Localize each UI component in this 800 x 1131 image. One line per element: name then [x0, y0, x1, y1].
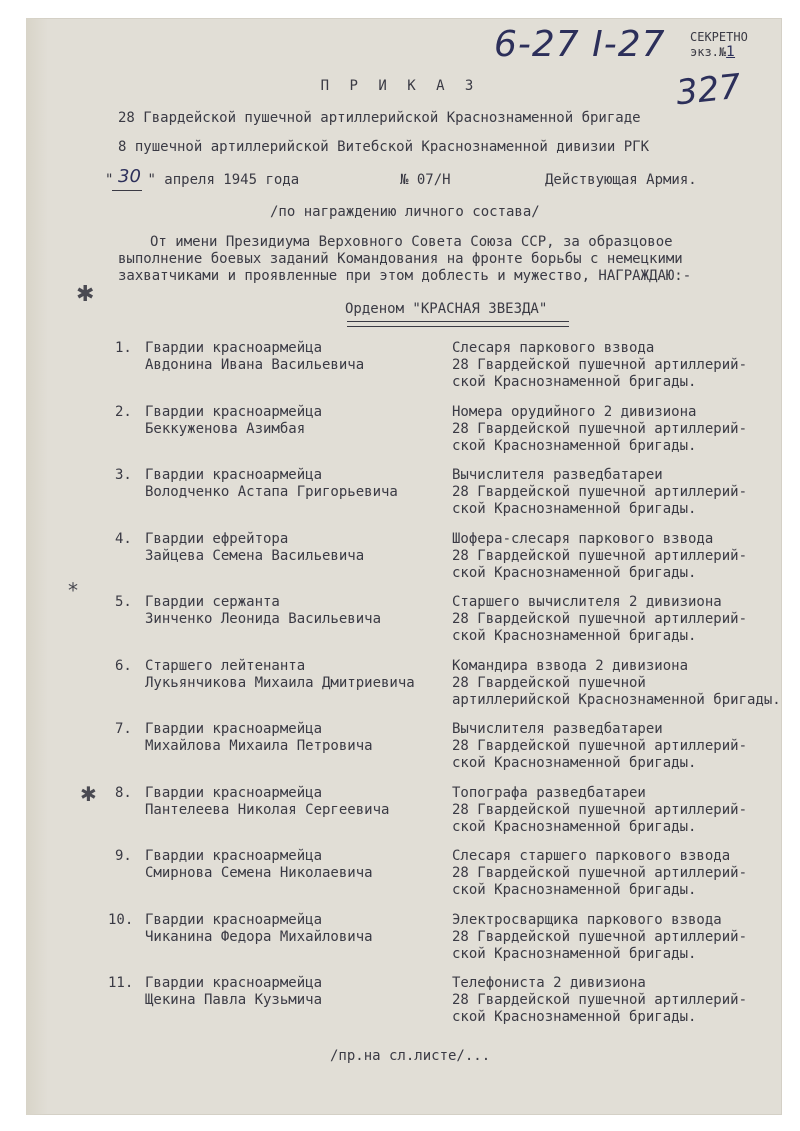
handwritten-day: 30 — [118, 166, 141, 187]
order-name: Орденом "КРАСНАЯ ЗВЕЗДА" — [345, 301, 548, 317]
entry-number: 5. — [115, 594, 132, 610]
entry-rank: Гвардии красноармейца — [145, 785, 323, 801]
entry-name: Щекина Павла Кузьмича — [145, 992, 323, 1008]
entry-position-line: артиллерийской Краснознаменной бригады. — [452, 692, 781, 708]
entry-position-line: ской Краснознаменной бригады. — [452, 882, 697, 898]
entry-position-line: Слесаря старшего паркового взвода — [452, 848, 731, 864]
entry-position-line: 28 Гвардейской пушечной артиллерий- — [452, 484, 748, 500]
entry-name: Чиканина Федора Михайловича — [145, 929, 373, 945]
entry-rank: Гвардии красноармейца — [145, 467, 323, 483]
entry-name: Володченко Астапа Григорьевича — [145, 484, 398, 500]
entry-number: 6. — [115, 658, 132, 674]
entry-rank: Гвардии ефрейтора — [145, 531, 289, 547]
secret-label: СЕКРЕТНО — [690, 30, 748, 44]
entry-number: 10. — [108, 912, 134, 928]
entry-position-line: ской Краснознаменной бригады. — [452, 1009, 697, 1025]
entry-name: Авдонина Ивана Васильевича — [145, 357, 365, 373]
entry-position-line: ской Краснознаменной бригады. — [452, 755, 697, 771]
entry-position-line: ской Краснознаменной бригады. — [452, 628, 697, 644]
header-line-1: 28 Гвардейской пушечной артиллерийской Краснознаменной бригаде — [118, 110, 641, 126]
date-quote-open: " — [105, 172, 114, 188]
entry-position-line: ской Краснознаменной бригады. — [452, 819, 697, 835]
entry-position-line: Старшего вычислителя 2 дивизиона — [452, 594, 722, 610]
entry-position-line: 28 Гвардейской пушечной — [452, 675, 646, 691]
entry-position-line: 28 Гвардейской пушечной артиллерий- — [452, 865, 748, 881]
entry-name: Смирнова Семена Николаевича — [145, 865, 373, 881]
entry-name: Пантелеева Николая Сергеевича — [145, 802, 390, 818]
handwritten-number: 327 — [674, 66, 743, 114]
entry-number: 7. — [115, 721, 132, 737]
intro-line-1: От имени Президиума Верховного Совета Союза ССР, за образцовое — [150, 234, 673, 250]
entry-position-line: ской Краснознаменной бригады. — [452, 946, 697, 962]
intro-line-3: захватчиками и проявленные при этом доблесть и мужество, НАГРАЖДАЮ:- — [118, 268, 692, 284]
order-title: П Р И К А З — [320, 78, 480, 94]
footer-note: /пр.на сл.листе/... — [330, 1048, 491, 1064]
entry-number: 11. — [108, 975, 134, 991]
entry-position-line: 28 Гвардейской пушечной артиллерий- — [452, 738, 748, 754]
ink-blot: ✱ — [80, 782, 97, 806]
entry-position-line: Слесаря паркового взвода — [452, 340, 655, 356]
entry-position-line: ской Краснознаменной бригады. — [452, 374, 697, 390]
order-number: № 07/Н — [400, 172, 451, 188]
date-text: " апреля 1945 года — [147, 172, 300, 188]
entry-number: 2. — [115, 404, 132, 420]
entry-number: 1. — [115, 340, 132, 356]
entry-rank: Гвардии красноармейца — [145, 404, 323, 420]
entry-position-line: Командира взвода 2 дивизиона — [452, 658, 689, 674]
entry-rank: Гвардии красноармейца — [145, 975, 323, 991]
entry-position-line: Вычислителя разведбатареи — [452, 721, 663, 737]
entry-position-line: Номера орудийного 2 дивизиона — [452, 404, 697, 420]
ink-blot: ⁎ — [68, 572, 78, 596]
intro-line-2: выполнение боевых заданий Командования на фронте борьбы с немецкими — [118, 251, 683, 267]
entry-number: 3. — [115, 467, 132, 483]
entry-position-line: 28 Гвардейской пушечной артиллерий- — [452, 929, 748, 945]
entry-rank: Старшего лейтенанта — [145, 658, 306, 674]
entry-position-line: Топографа разведбатареи — [452, 785, 646, 801]
entry-name: Зайцева Семена Васильевича — [145, 548, 365, 564]
entry-name: Михайлова Михаила Петровича — [145, 738, 373, 754]
entry-rank: Гвардии красноармейца — [145, 848, 323, 864]
entry-position-line: 28 Гвардейской пушечной артиллерий- — [452, 548, 748, 564]
entry-rank: Гвардии красноармейца — [145, 721, 323, 737]
entry-number: 8. — [115, 785, 132, 801]
entry-position-line: 28 Гвардейской пушечной артиллерий- — [452, 992, 748, 1008]
entry-name: Зинченко Леонида Васильевича — [145, 611, 382, 627]
entry-position-line: ской Краснознаменной бригады. — [452, 438, 697, 454]
entry-rank: Гвардии сержанта — [145, 594, 280, 610]
entry-number: 9. — [115, 848, 132, 864]
entry-position-line: Телефониста 2 дивизиона — [452, 975, 646, 991]
entry-position-line: ской Краснознаменной бригады. — [452, 565, 697, 581]
entry-position-line: 28 Гвардейской пушечной артиллерий- — [452, 357, 748, 373]
entry-name: Беккуженова Азимбая — [145, 421, 306, 437]
entry-position-line: 28 Гвардейской пушечной артиллерий- — [452, 611, 748, 627]
entry-name: Лукьянчикова Михаила Дмитриевича — [145, 675, 415, 691]
entry-position-line: ской Краснознаменной бригады. — [452, 501, 697, 517]
order-subject: /по награждению личного состава/ — [270, 204, 540, 220]
header-line-2: 8 пушечной артиллерийской Витебской Краснознаменной дивизии РГК — [118, 139, 650, 155]
handwritten-reg-number: 6-27 I-27 — [494, 24, 666, 65]
copy-number: 1 — [726, 44, 736, 60]
entry-rank: Гвардии красноармейца — [145, 912, 323, 928]
entry-rank: Гвардии красноармейца — [145, 340, 323, 356]
date-underline — [112, 190, 142, 191]
copy-label: экз.№ — [690, 45, 727, 59]
entry-position-line: Шофера-слесаря паркового взвода — [452, 531, 714, 547]
entry-position-line: 28 Гвардейской пушечной артиллерий- — [452, 802, 748, 818]
entry-position-line: Вычислителя разведбатареи — [452, 467, 663, 483]
entry-position-line: Электросварщика паркового взвода — [452, 912, 722, 928]
order-name-underline — [347, 321, 569, 327]
order-place: Действующая Армия. — [545, 172, 697, 188]
ink-blot: ✱ — [76, 282, 95, 307]
entry-number: 4. — [115, 531, 132, 547]
entry-position-line: 28 Гвардейской пушечной артиллерий- — [452, 421, 748, 437]
secret-stamp — [690, 30, 748, 60]
